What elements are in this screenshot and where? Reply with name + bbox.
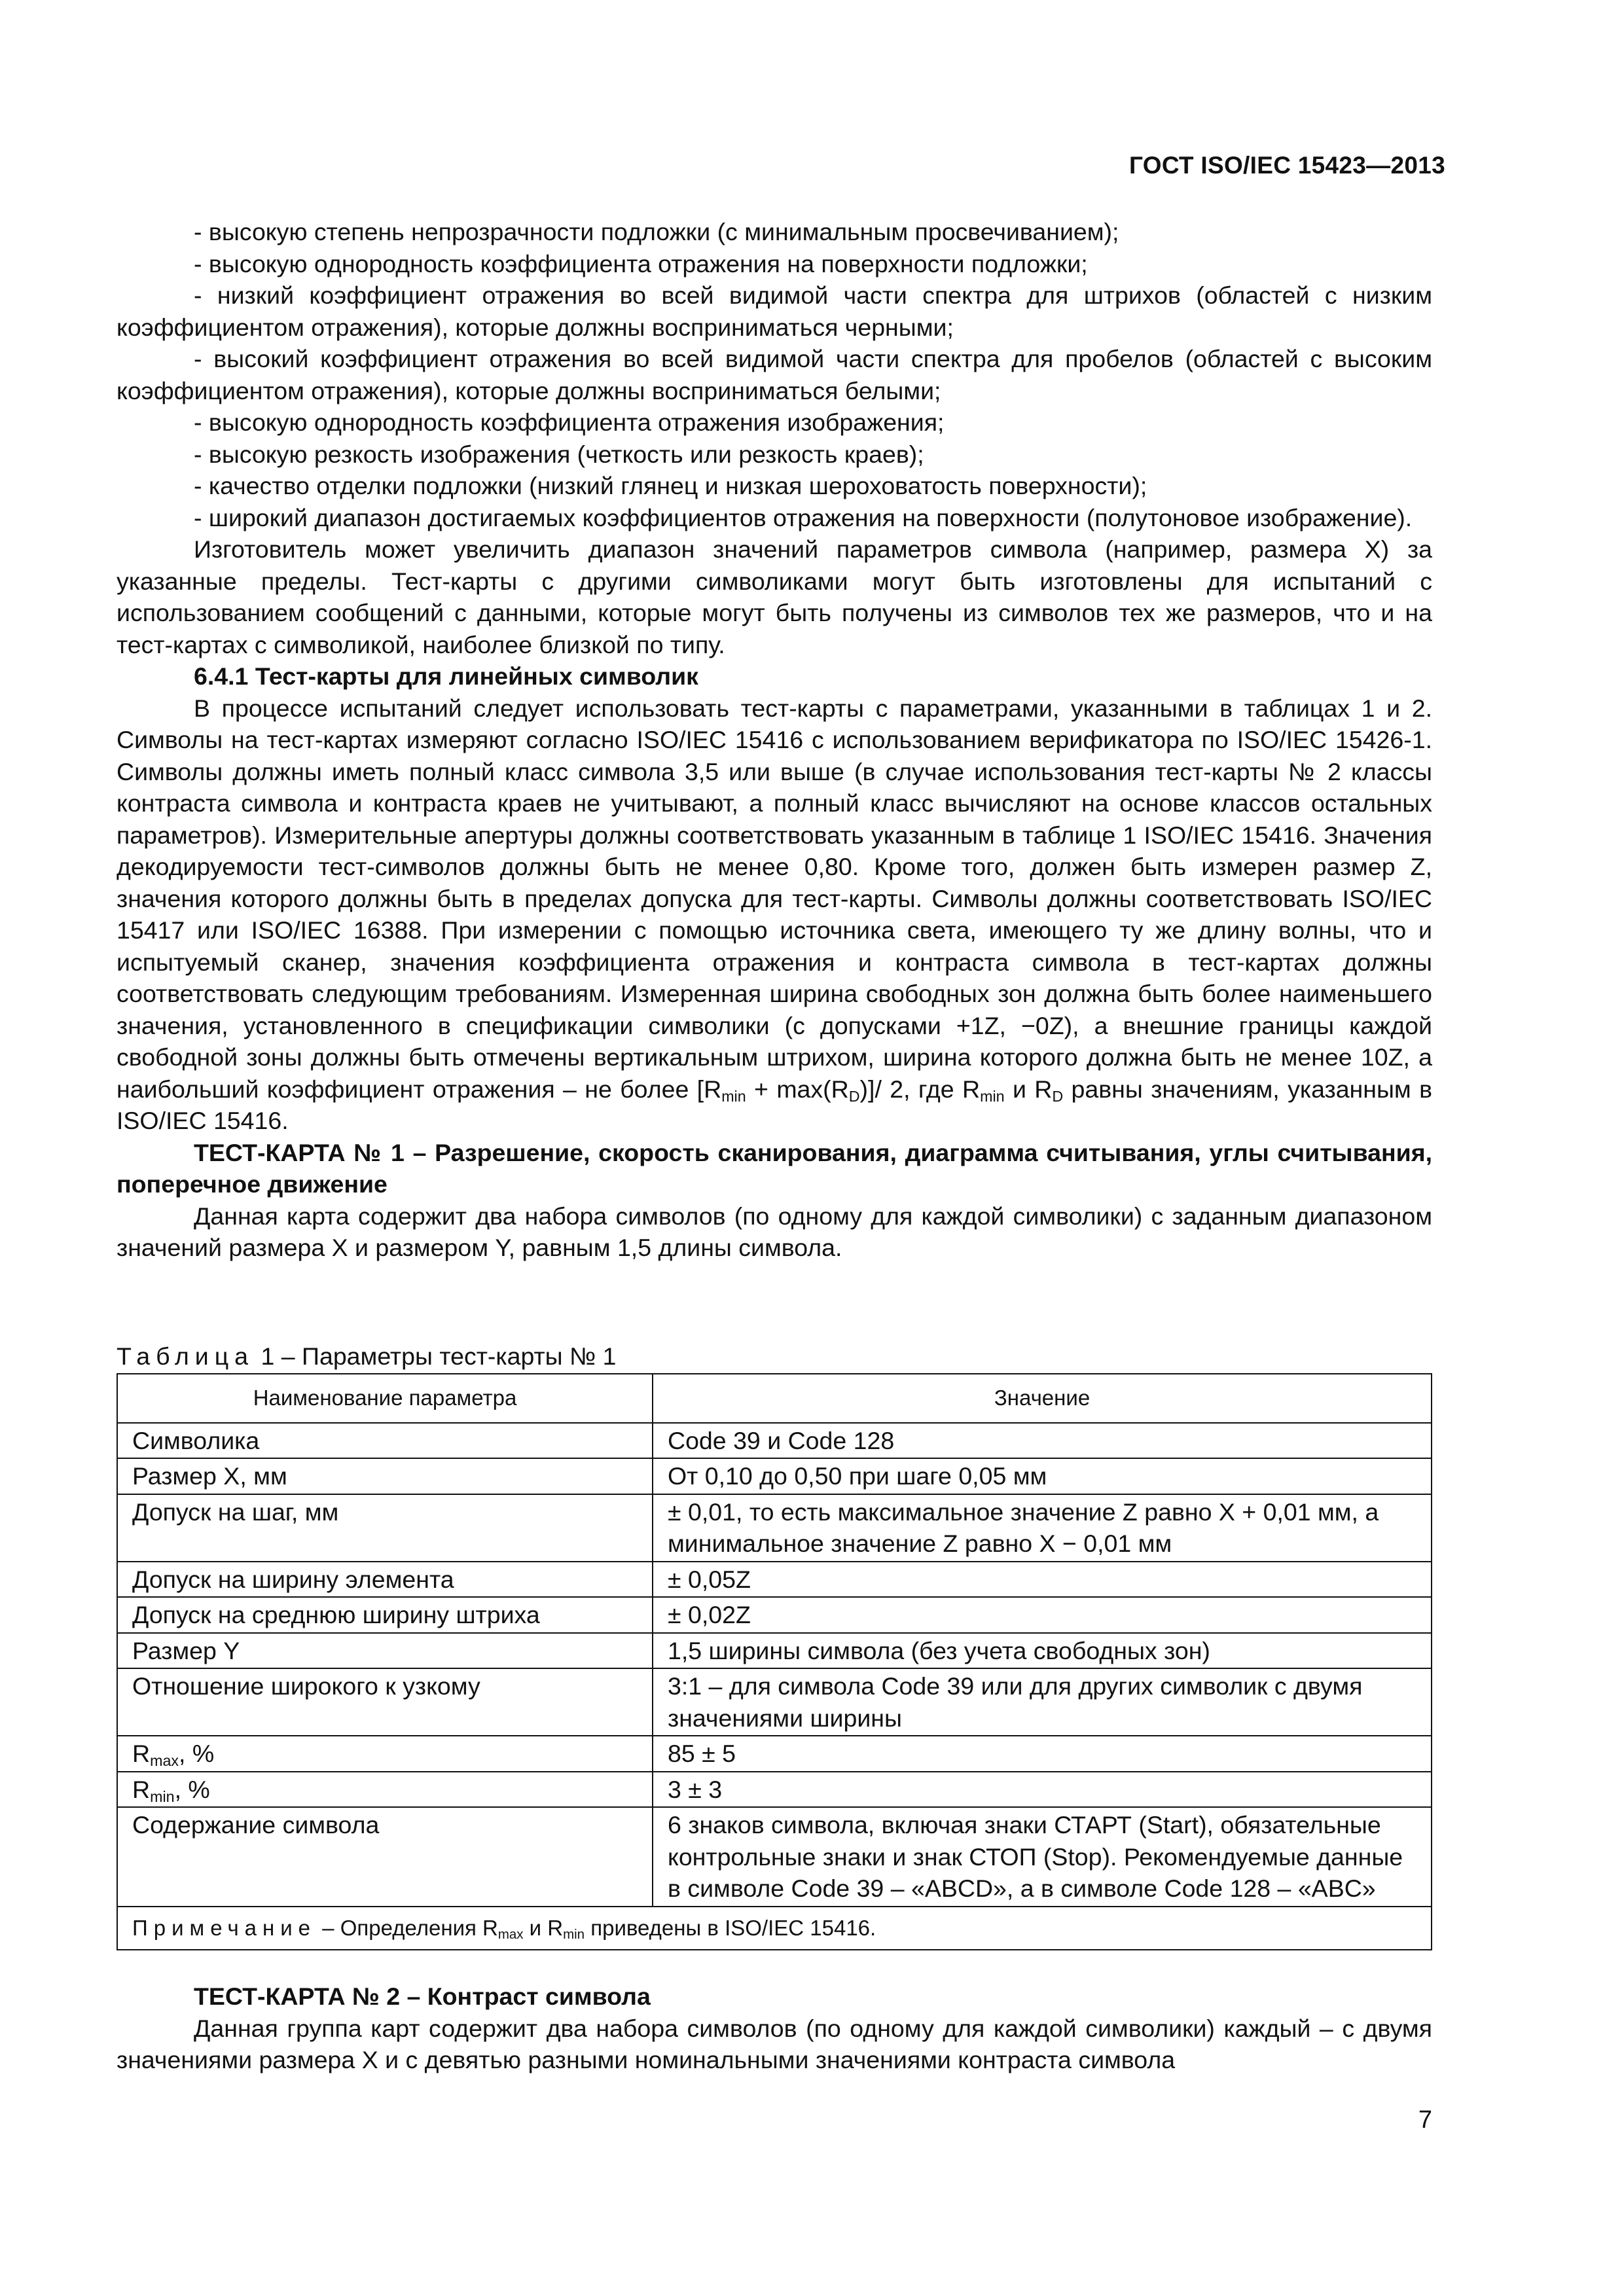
table-note: Примечание – Определения $R_{max}$ и $R_{min}$ приведены в ISO/IEC 15416. bbox=[117, 1907, 1432, 1950]
table-cell: Символика bbox=[117, 1423, 653, 1459]
bullet-item: - широкий диапазон достигаемых коэффициентов отражения на поверхности (полутоновое изображение). bbox=[194, 503, 1413, 531]
bullet-item: - высокую однородность коэффициента отражения изображения; bbox=[194, 408, 945, 436]
table-cell: Допуск на шаг, мм bbox=[117, 1494, 653, 1562]
test-card-2-title: ТЕСТ-КАРТА № 2 – Контраст символа bbox=[194, 1982, 651, 2010]
table-cell: Отношение широкого к узкому bbox=[117, 1668, 653, 1736]
body-text bbox=[117, 216, 1432, 1264]
after-table-text bbox=[117, 1981, 1432, 2076]
document-header-code: ГОСТ ISO/IEC 15423—2013 bbox=[1128, 152, 1445, 179]
column-header: Значение bbox=[653, 1374, 1432, 1423]
table-cell: Размер X, мм bbox=[117, 1458, 653, 1494]
table-cell: ± 0,01, то есть максимальное значение Z равно X + 0,01 мм, а минимальное значение Z равно X − 0,01 мм bbox=[653, 1494, 1432, 1562]
table-1-parameters bbox=[117, 1373, 1432, 1950]
table-header-row bbox=[117, 1374, 1432, 1423]
table-note-row bbox=[117, 1907, 1432, 1950]
table-row-rmin bbox=[117, 1772, 1432, 1808]
bullet-item: - высокую резкость изображения (четкость или резкость краев); bbox=[194, 440, 924, 468]
table-cell: 85 ± 5 bbox=[653, 1736, 1432, 1772]
table-cell: Размер Y bbox=[117, 1633, 653, 1669]
bullet-item: - высокий коэффициент отражения во всей видимой части спектра для пробелов (областей с высоким коэффициентом отражения), которые должны восприниматься белыми; bbox=[117, 345, 1432, 404]
column-header: Наименование параметра bbox=[117, 1374, 653, 1423]
table-row bbox=[117, 1458, 1432, 1494]
table-row bbox=[117, 1668, 1432, 1736]
table-cell: 3:1 – для символа Code 39 или для других символик с двумя значениями ширины bbox=[653, 1668, 1432, 1736]
manufacturer-paragraph: Изготовитель может увеличить диапазон значений параметров символа (например, размера X) за указанные пределы. Тест-карты с другими символиками могут быть изготовлены для испытаний с использованием сообщений с данными, которые могут быть получены из символов тех же размеров, что и на тест-картах с символикой, наиболее близкой по типу. bbox=[117, 535, 1432, 658]
table-row bbox=[117, 1633, 1432, 1669]
section-title-6-4-1: 6.4.1 Тест-карты для линейных символик bbox=[194, 662, 698, 690]
table-row bbox=[117, 1807, 1432, 1907]
test-card-1-title: ТЕСТ-КАРТА № 1 – Разрешение, скорость сканирования, диаграмма считывания, углы считывания, поперечное движение bbox=[117, 1138, 1432, 1198]
table-cell: Содержание символа bbox=[117, 1807, 653, 1907]
table-cell: Допуск на ширину элемента bbox=[117, 1562, 653, 1598]
page-number: 7 bbox=[1418, 2106, 1432, 2134]
table-cell: $R_{min}$, % bbox=[117, 1772, 653, 1808]
table-cell: От 0,10 до 0,50 при шаге 0,05 мм bbox=[653, 1458, 1432, 1494]
table-cell: ± 0,02Z bbox=[653, 1597, 1432, 1633]
table-cell: Code 39 и Code 128 bbox=[653, 1423, 1432, 1459]
table-cell: 3 ± 3 bbox=[653, 1772, 1432, 1808]
table-cell: 1,5 ширины символа (без учета свободных зон) bbox=[653, 1633, 1432, 1669]
table-row bbox=[117, 1494, 1432, 1562]
table-cell: Допуск на среднюю ширину штриха bbox=[117, 1597, 653, 1633]
test-card-1-description: Данная карта содержит два набора символов (по одному для каждой символики) с заданным диапазоном значений размера X и размером Y, равным 1,5 длины символа. bbox=[117, 1202, 1432, 1261]
table-cell: $R_{max}$, % bbox=[117, 1736, 653, 1772]
test-card-2-description: Данная группа карт содержит два набора символов (по одному для каждой символики) каждый – с двумя значениями размера X и с девятью разными номинальными значениями контраста символа bbox=[117, 2014, 1432, 2073]
bullet-item: - качество отделки подложки (низкий глянец и низкая шероховатость поверхности); bbox=[194, 472, 1147, 499]
bullet-item: - высокую однородность коэффициента отражения на поверхности подложки; bbox=[194, 249, 1088, 278]
section-6-4-1-paragraph: В процессе испытаний следует использовать тест-карты с параметрами, указанными в таблицах 1 и 2. Символы на тест-картах измеряют согласно ISO/IEC 15416 с использованием верификатора по ISO/IEC 15426-1. Символы должны иметь полный класс символа 3,5 или выше (в случае использования тест-карты № 2 классы контраста символа и контраста краев не учитывают, а полный класс вычисляют на основе классов остальных параметров). Измерительные апертуры должны соответствовать указанным в таблице 1 ISO/IEC 15416. Значения декодируемости тест-символов должны быть не менее 0,80. Кроме того, должен быть измерен размер Z, значения которого должны быть в пределах допуска для тест-карты. Символы должны соответствовать ISO/IEC 15417 или ISO/IEC 16388. При измерении с помощью источника света, имеющего ту же длину волны, что и испытуемый сканер, значения коэффициента отражения и контраста символа в тест-картах должны соответствовать следующим требованиям. Измеренная ширина свободных зон должна быть более наименьшего значения, установленного в спецификации символики (с допусками +1Z, −0Z), а внешние границы каждой свободной зоны должны быть отмечены вертикальным штрихом, ширина которого должна быть не менее 10Z, а наибольший коэффициент отражения – не более $[R_{min} + \max(R_D)]/$ 2, где $R_{min}$ и $R_D$ равны значениям, указанным в ISO/IEC 15416. bbox=[117, 694, 1433, 1134]
table-row bbox=[117, 1597, 1432, 1633]
bullet-item: - высокую степень непрозрачности подложки (с минимальным просвечиванием); bbox=[194, 218, 1119, 245]
table-cell: ± 0,05Z bbox=[653, 1562, 1432, 1598]
table-cell: 6 знаков символа, включая знаки СТАРТ (Start), обязательные контрольные знаки и знак СТОП (Stop). Рекомендуемые данные в символе Code 39 – «ABCD», а в символе Code 128 – «ABC» bbox=[653, 1807, 1432, 1907]
bullet-item: - низкий коэффициент отражения во всей видимой части спектра для штрихов (областей с низким коэффициентом отражения), которые должны восприниматься черными; bbox=[117, 281, 1432, 341]
table-1-caption: Таблица 1 – Параметры тест-карты № 1 bbox=[117, 1342, 617, 1370]
table-row bbox=[117, 1423, 1432, 1459]
table-row bbox=[117, 1562, 1432, 1598]
table-row-rmax bbox=[117, 1736, 1432, 1772]
